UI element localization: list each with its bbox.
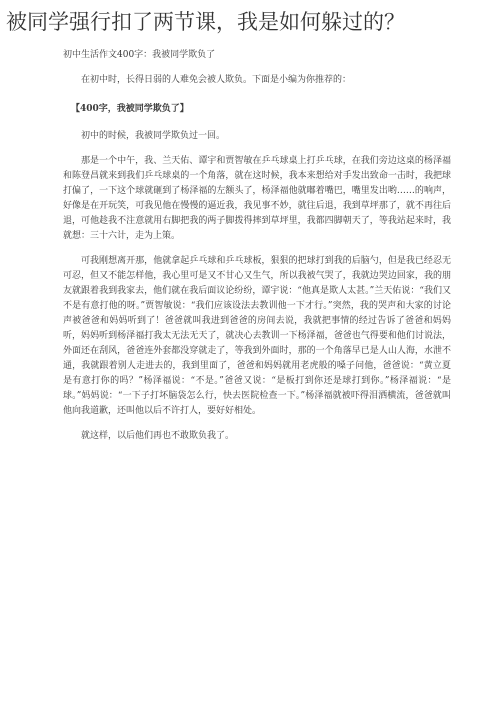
- paragraph-4: 就这样，以后他们再也不敢欺负我了。: [81, 431, 235, 441]
- section-heading: 【400字，我被同学欺负了】: [71, 104, 189, 114]
- paragraph-2: 那是一个中午，我、兰天佑、谭宇和贾智敏在乒乓球桌上打乒乓球，在我们旁边这桌的杨泽福和陈登昌就来到我们乒乓球桌的一个角落，就在这时候，我本来想给对手发出致命一击时，我把球打偏了，一下这个球就砸到了杨泽福的左额头了，杨泽福他就嘟着嘴巴，嘴里发出哟……的响声，好像是在开玩笑，可我见他在慢慢的逼近我，我见事不妙，就往后退，我到草坪那了，就不再往后退，可他趁我不注意就用右脚把我的两子脚拨得摔到草坪里，我都四脚朝天了，等我站起来时，我就想：三十六计，走为上策。: [63, 156, 451, 241]
- paragraph-3: 可我刚想离开那，他就拿起乒乓球和乒乓球板，狠狠的把球打到我的后脑勺，但是我已经忍无可忍，但又不能怎样他，我心里可是又不甘心又生气，所以我被气哭了，我就边哭边回家，我的朋友就跟着我到我家去，他们就在我后面议论纷纷，谭宇说：“他真是欺人太甚。”兰天佑说：“我们又不是有意打他的呀。”贾智敏说：“我们应该设法去教训他一下才行。”突然，我的哭声和大家的讨论声被爸爸和妈妈听到了！爸爸就叫我进到爸爸的房间去说，我就把事情的经过告诉了爸爸和妈妈听，妈妈听到杨泽福打我太无法无天了，就决心去教训一下杨泽福，爸爸也气得要和他们讨说法，外面还在刮风，爸爸连外套都没穿就走了，等我到外面时，那的一个角落早已是人山人海，水泄不通，我就跟着别人走进去的，我到里面了，爸爸和妈妈就用老虎般的嗓子问他，爸爸说：“黄立夏是有意打你的吗？”杨泽福说：“不是。”爸爸又说：“是板打到你还是球打到你。”杨泽福说：“是球。”妈妈说：“一下子打坏脑袋怎么行，快去医院检查一下。”杨泽福就被吓得泪洒横流，爸爸就叫他向我道歉，还叫他以后不许打人，要好好相处。: [63, 256, 451, 416]
- paragraph-1: 初中的时候，我被同学欺负过一回。: [81, 131, 226, 141]
- article-image: [63, 48, 451, 454]
- article-title: 初中生活作文400字：我被同学欺负了: [63, 50, 216, 60]
- page-headline: 被同学强行扣了两节课，我是如何躲过的？: [6, 10, 405, 34]
- article-intro: 在初中时，长得日弱的人难免会被人欺负。下面是小编为你推荐的：: [81, 75, 352, 85]
